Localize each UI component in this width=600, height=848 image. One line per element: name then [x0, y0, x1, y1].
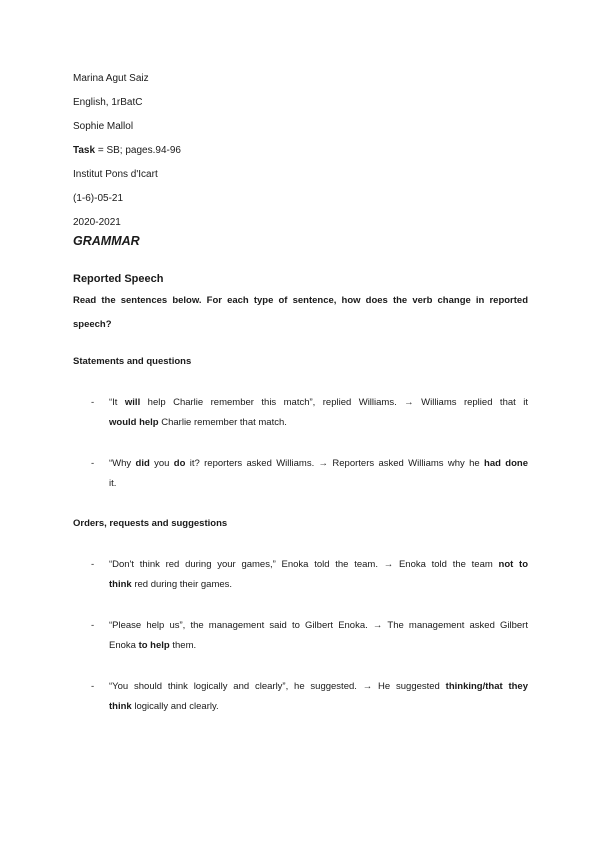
task-value: = SB; pages.94-96 — [95, 145, 181, 156]
instruction-line-1: Read the sentences below. For each type of sentence, how does the verb change in reported — [73, 295, 528, 306]
school-year: 2020-2021 — [73, 217, 121, 228]
course-class: English, 1rBatC — [73, 97, 143, 108]
bullet-dash: - — [91, 397, 95, 408]
example-4-line-1: “Please help us”, the management said to Gilbert Enoka. → The management asked Gilbert — [109, 620, 528, 631]
example-5-line-2: think logically and clearly. — [109, 701, 219, 712]
instruction-line-2: speech? — [73, 319, 112, 330]
example-5-line-1: “You should think logically and clearly”, he suggested. → He suggested thinking/that they — [109, 681, 528, 692]
bullet-dash: - — [91, 681, 95, 692]
example-1-line-2: would help Charlie remember that match. — [109, 417, 287, 428]
task-label: Task — [73, 145, 96, 156]
teacher-name: Sophie Mallol — [73, 121, 134, 132]
bullet-dash: - — [91, 458, 95, 469]
example-2-line-2: it. — [109, 478, 117, 489]
statements-heading: Statements and questions — [73, 356, 192, 367]
bullet-dash: - — [91, 620, 95, 631]
section-subtitle: Reported Speech — [73, 273, 164, 285]
task-line — [73, 145, 181, 157]
student-name: Marina Agut Saiz — [73, 73, 149, 84]
example-2-line-1: “Why did you do it? reporters asked Williams. → Reporters asked Williams why he had done — [109, 458, 528, 469]
section-title: GRAMMAR — [73, 234, 140, 248]
orders-heading: Orders, requests and suggestions — [73, 518, 228, 529]
example-1-line-1: “It will help Charlie remember this match”, replied Williams. → Williams replied that it — [109, 397, 528, 408]
example-3-line-2: think red during their games. — [109, 579, 233, 590]
example-4-line-2: Enoka to help them. — [109, 640, 197, 651]
school-name: Institut Pons d'Icart — [73, 169, 158, 180]
bullet-dash: - — [91, 559, 95, 570]
date-range: (1-6)-05-21 — [73, 193, 124, 204]
example-3-line-1: “Don't think red during your games,” Enoka told the team. → Enoka told the team not to — [109, 559, 528, 570]
